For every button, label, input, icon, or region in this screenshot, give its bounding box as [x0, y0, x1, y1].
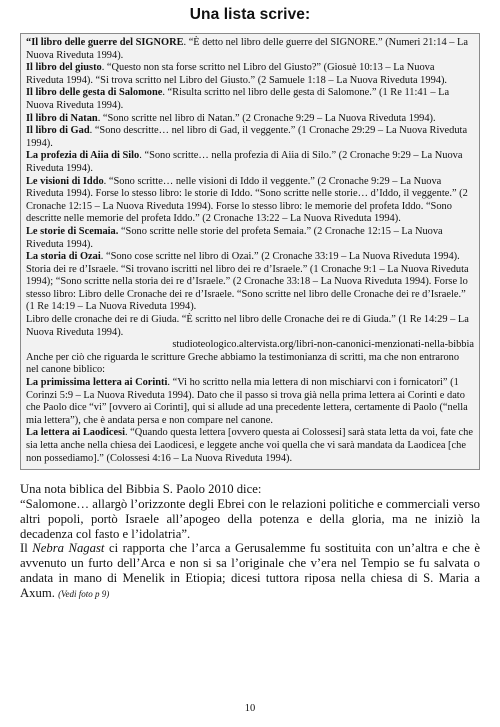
book-title: Nebra Nagast [32, 541, 105, 556]
entry-text: . “Sono scritte nel libro di Natan.” (2 Cronache 9:29 – La Nuova Riveduta 1994). [97, 112, 436, 124]
list-item [26, 377, 474, 427]
entry-text: “Sono scritte nelle storie del profeta Semaia.” (2 Cronache 12:15 – La Nuova Riveduta 1994). [26, 225, 443, 250]
list-item [26, 150, 474, 175]
entry-text: . “Questo non sta forse scritto nel Libro del Giusto?” (Giosuè 10:13 – La Nuova Riveduta 1994). “Si trova scritto nel Libro del Giusto.” (2 Samuele 1:18 – La Nuova Riveduta 1994). [26, 62, 448, 86]
note-text: ci rapporta che l’arca a Gerusalemme fu sostituita con un’altra e che è avvenuto un furto dell’Arca e non si sa l’originale che v’era nel Tempio se fu salvata o andata in mano di Menelik in Etiopia; dicesi tuttora riposa nella chiesa di S. Maria a Axum. [20, 541, 480, 600]
entry-text: . “Sono scritte… nelle visioni di Iddo il veggente.” (2 Cronache 9:29 – La Nuova Riveduta 1994). Forse lo stesso libro: le storie di Iddo. “Sono scritte nelle storie… d’Iddo, il veggente.” (2 Cronache 12:15 – La Nuova Riveduta 1994). Forse lo stesso libro: le memorie del profeta Iddo. “Sono descritte nelle memorie del profeta Iddo.” (2 Cronache 13:22 – La Nuova Riveduta 1994). [26, 175, 468, 225]
list-item [26, 87, 474, 112]
note-quote: “Salomone… allargò l’orizzonte degli Ebrei con le relazioni politiche e commerciali verso altri popoli, portò Israele all’apogeo della potenza e della gloria, ma ne iniziò la decadenza col fasto e l’idolatria”. [20, 496, 480, 541]
photo-reference: (Vedi foto p 9) [58, 588, 110, 599]
entry-heading: Il libro di Gad [26, 125, 90, 137]
entry-heading: Le visioni di Iddo [26, 175, 104, 187]
entry-heading: La storia di Ozai [26, 251, 101, 263]
page-number: 10 [244, 703, 256, 714]
entry-heading: “Il libro delle guerre del SIGNORE [26, 37, 184, 48]
list-item [26, 113, 474, 126]
entry-text: . “Sono cose scritte nel libro di Ozai.” (2 Cronache 33:19 – La Nuova Riveduta 1994). [100, 251, 460, 263]
intro-paragraph: Anche per ciò che riguarda le scritture Greche abbiamo la testimonianza di scritti, ma che non entrarono nel canone biblico: [26, 351, 460, 376]
list-item [26, 251, 474, 264]
source-link[interactable]: studioteologico.altervista.org/libri-non-canonici-menzionati-nella-bibbia [172, 339, 474, 351]
list-item [26, 37, 474, 62]
list-item [26, 264, 474, 314]
entry-heading: La primissima lettera ai Corinti [26, 377, 168, 389]
list-item [26, 62, 474, 87]
entry-text: . “Vi ho scritto nella mia lettera di non mischiarvi con i fornicatori” (1 Corinzi 5:9 – La Nuova Riveduta 1994). Dato che il passo si trova già nella prima lettera ai Corinti e dato che Paolo dice “vi” [ovvero ai Corinti], qui si allude ad una precedente lettera, certamente di Paolo (“nella mia lettera”), che è andata persa e non compare nel canone. [26, 377, 468, 426]
list-item [26, 125, 474, 150]
note-text: Il [20, 541, 33, 556]
note-paragraph [20, 541, 480, 601]
note-heading: Una nota biblica del Bibbia S. Paolo 2010 dice: [20, 482, 262, 497]
entry-heading: La lettera ai Laodicesi [26, 427, 125, 439]
entry-text: Storia dei re d’Israele. “Si trovano iscritti nel libro dei re d’Israele.” (1 Cronache 9:1 – La Nuova Riveduta 1994); “Sono scritte nella storia dei re d’Israele.” (2 Cronache 33:18 – La Nuova Riveduta 1994). Forse lo stesso libro: Libro delle Cronache dei re d’Israele. “Sono scritte nel libro delle Cronache dei re d’Israele.” (1 Re 14:19 – La Nuova Riveduta 1994). [26, 263, 469, 313]
entry-text: . “Sono descritte… nel libro di Gad, il veggente.” (1 Cronache 29:29 – La Nuova Riveduta 1994). [26, 125, 468, 149]
list-item [26, 427, 474, 465]
entry-text: . “Sono scritte… nella profezia di Aiia di Silo.” (2 Cronache 9:29 – La Nuova Riveduta 1994). [26, 150, 463, 174]
entry-text: Libro delle cronache dei re di Giuda. “È scritto nel libro delle Cronache dei re di Giuda.” (1 Re 14:29 – La Nuova Riveduta 1994). [26, 314, 469, 338]
entry-text: . “È detto nel libro delle guerre del SIGNORE.” (Numeri 21:14 – La Nuova Riveduta 1994). [26, 37, 469, 61]
list-item [26, 176, 474, 226]
biblical-note [20, 482, 480, 601]
entry-heading: Le storie di Scemaia. [26, 225, 119, 237]
entry-heading: Il libro del giusto [26, 62, 102, 74]
entry-heading: Il libro delle gesta di Salomone [26, 87, 163, 99]
book-list-box [20, 33, 480, 470]
list-item [26, 226, 474, 251]
page-title: Una lista scrive: [189, 6, 311, 23]
entry-text: . “Quando questa lettera [ovvero questa ai Colossesi] sarà stata letta da voi, fate che sia letta anche nella chiesa dei Laodicesi, e leggete anche voi quella che vi sarà mandata da Laodicea [che non possediamo].” (Colossesi 4:16 – La Nuova Riveduta 1994). [26, 427, 473, 464]
entry-heading: Il libro di Natan [26, 112, 98, 124]
entry-heading: La profezia di Aiia di Silo [26, 150, 140, 162]
list-item [26, 314, 474, 339]
entry-text: . “Risulta scritto nel libro delle gesta di Salomone.” (1 Re 11:41 – La Nuova Riveduta 1994). [26, 87, 450, 111]
